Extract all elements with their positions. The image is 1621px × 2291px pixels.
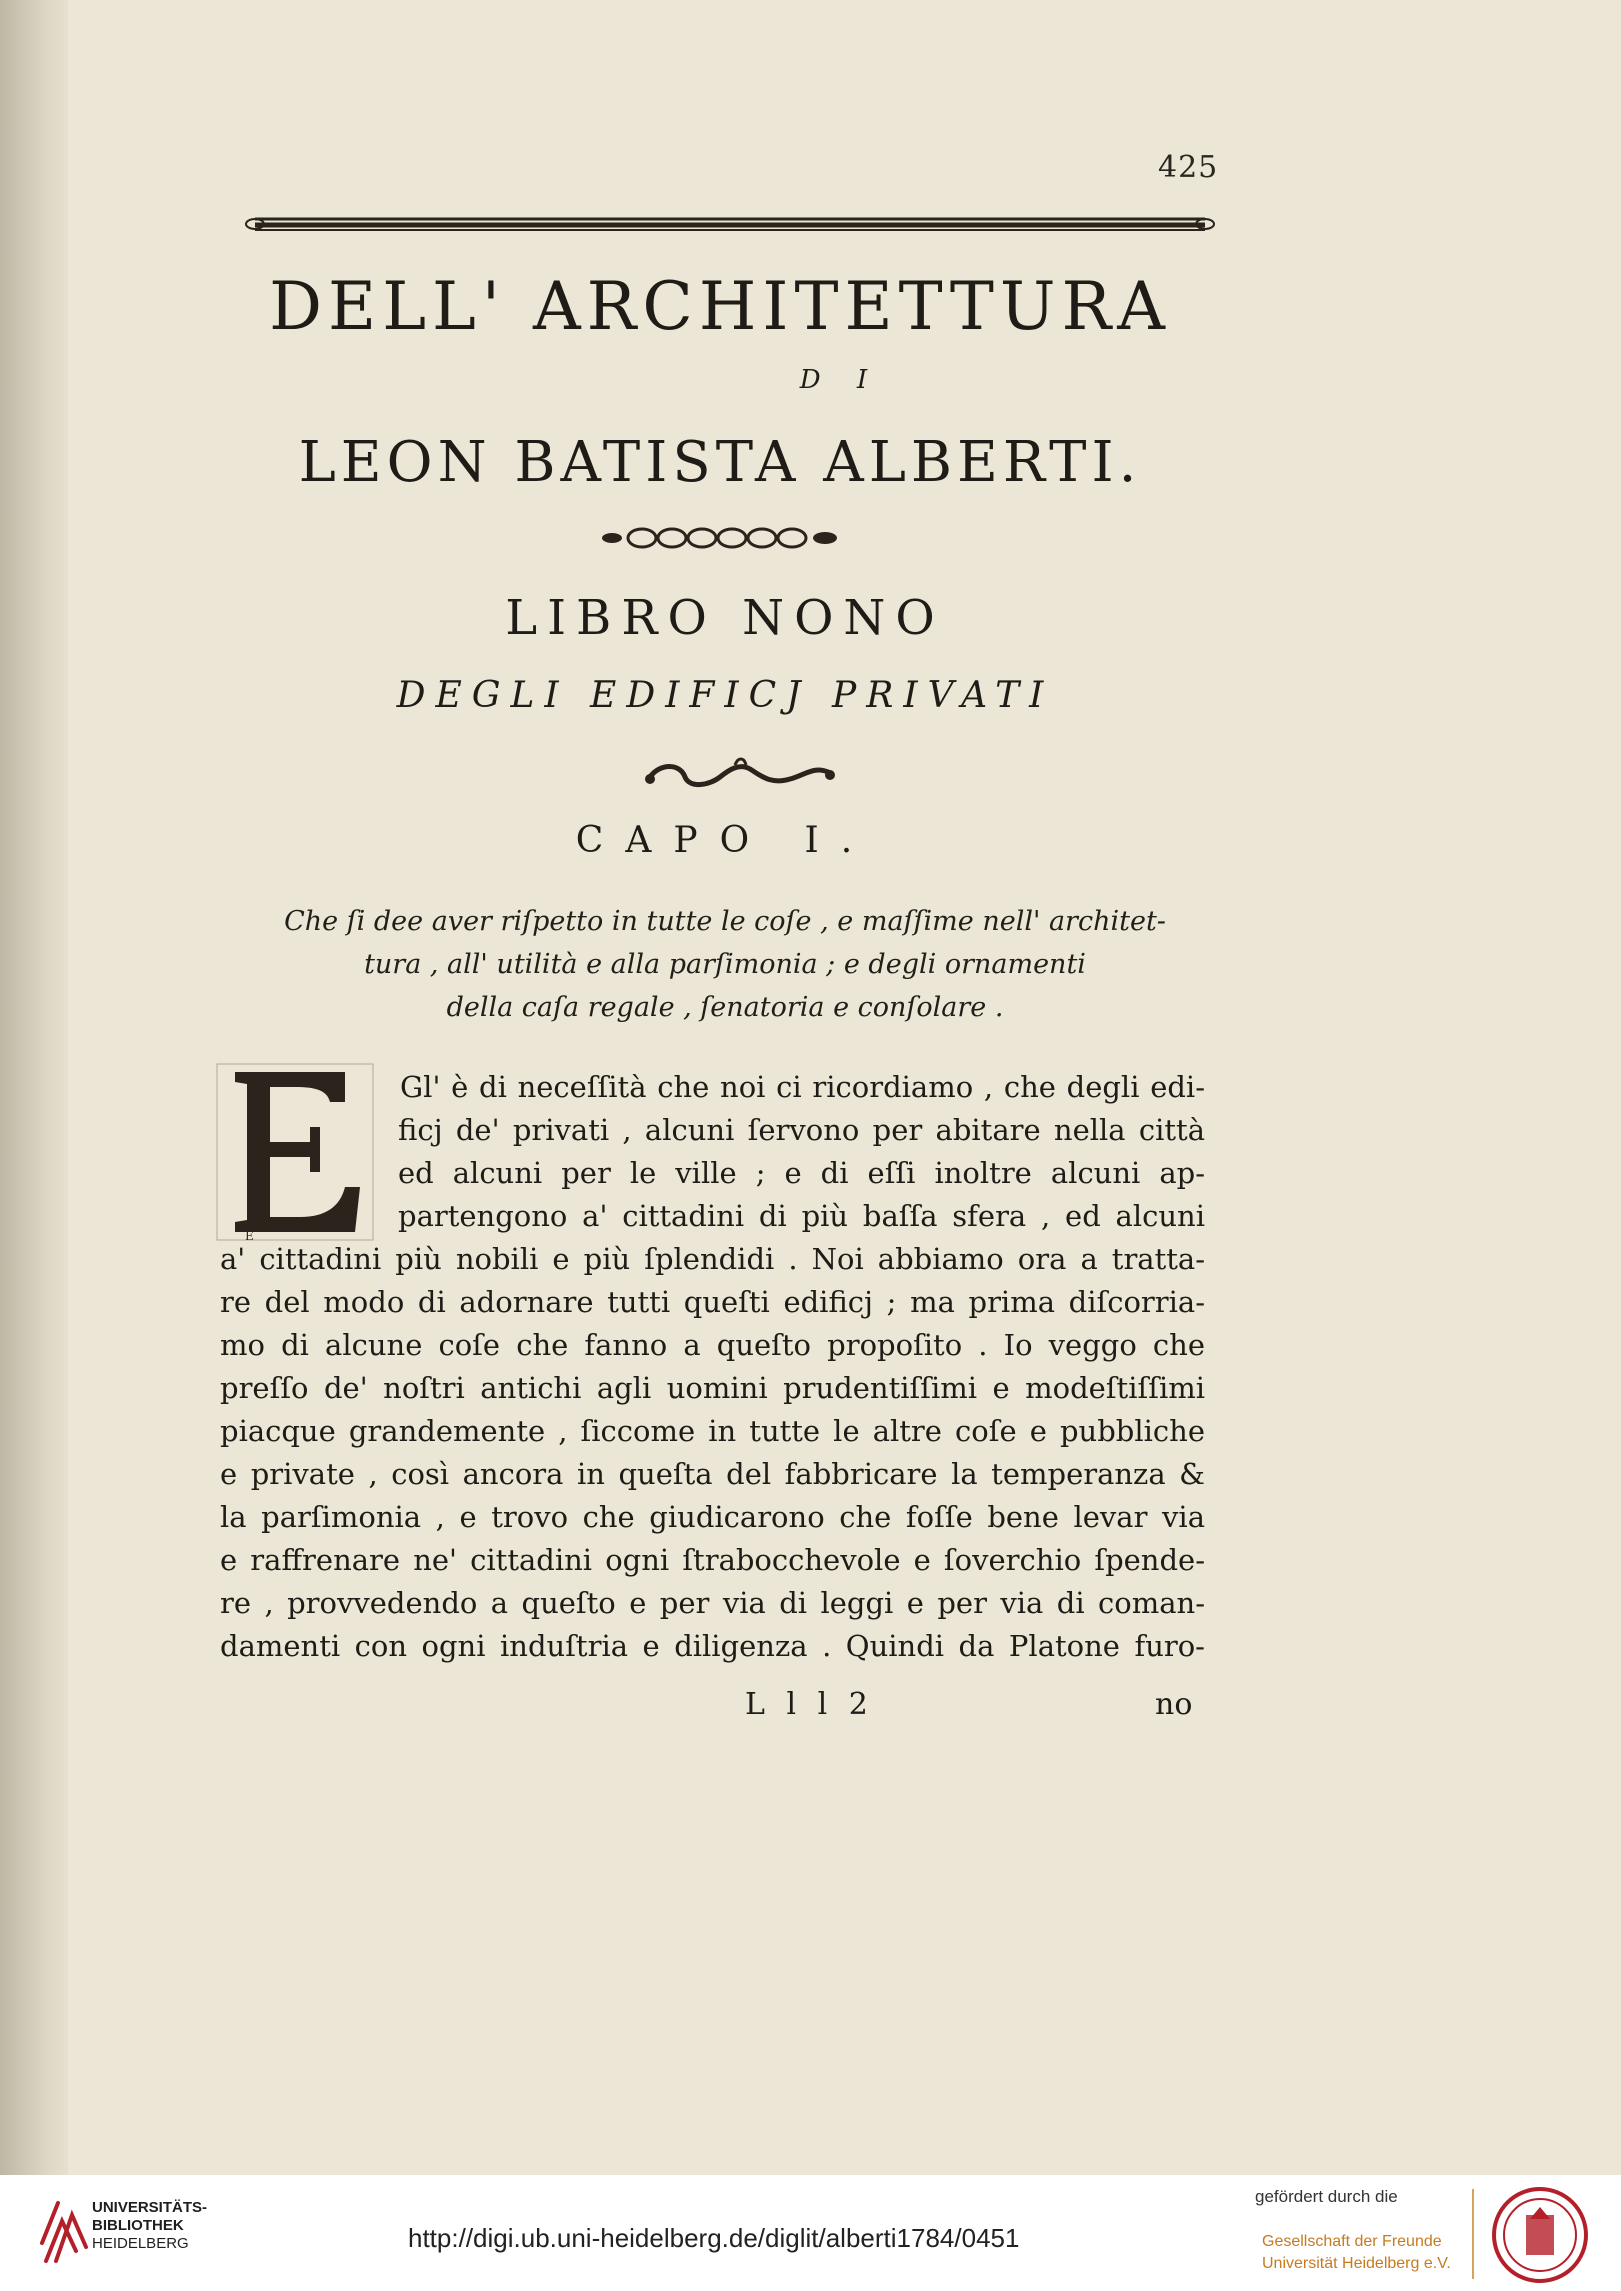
top-ornamental-rule (245, 213, 1215, 235)
body-line: preſſo de' noſtri antichi agli uomini prudentiſſimi e modeſtiſſimi (220, 1371, 1205, 1405)
body-line: damenti con ogni induſtria e diligenza . Quindi da Platone furo- (220, 1629, 1205, 1663)
book-heading: LIBRO NONO (505, 590, 945, 646)
body-line: re , provvedendo a queſto e per via di leggi e per via di coman- (220, 1586, 1205, 1620)
body-line: la parſimonia , e trovo che giudicarono che foſſe bene levar via (220, 1500, 1205, 1534)
page-number: 425 (1158, 150, 1219, 185)
chapter-summary (230, 900, 1220, 1029)
sponsor-line: Universität Heidelberg e.V. (1262, 2255, 1451, 2272)
ornament-chain-icon (600, 525, 840, 551)
summary-line: Che ſi dee aver riſpetto in tutte le coſe , e maſſime nell' architet- (284, 906, 1166, 937)
ornament-swash-icon (640, 755, 840, 795)
body-line: partengono a' cittadini di più baſſa sfera , ed alcuni (398, 1199, 1205, 1233)
summary-line: tura , all' utilità e alla parſimonia ; e degli ornamenti (364, 949, 1086, 980)
body-text (220, 1066, 1205, 1668)
body-line: Gl' è di neceſſità che noi ci ricordiamo , che degli edi- (400, 1070, 1205, 1104)
sponsor-line: Gesellschaft der Freunde (1262, 2233, 1442, 2250)
book-subtitle: DEGLI EDIFICJ PRIVATI (396, 675, 1054, 716)
sponsor-label: gefördert durch die (1255, 2187, 1398, 2206)
body-line: re del modo di adornare tutti queſti edificj ; ma prima diſcorria- (220, 1285, 1205, 1319)
university-library-name[interactable] (92, 2199, 207, 2253)
footer-divider (1472, 2189, 1474, 2279)
drop-cap-letter: E (245, 1229, 254, 1242)
summary-line: della caſa regale , ſenatoria e conſolare . (446, 992, 1004, 1023)
body-line: e raffrenare ne' cittadini ogni ſtrabocchevole e ſoverchio ſpende- (220, 1543, 1205, 1577)
university-seal-icon[interactable] (1490, 2185, 1590, 2285)
catchword: no (1155, 1687, 1193, 1722)
title-di: D I (799, 365, 882, 395)
library-line: UNIVERSITÄTS- (92, 2199, 208, 2216)
body-line: mo di alcune coſe che fanno a queſto propoſito . Io veggo che (220, 1328, 1205, 1362)
body-line: a' cittadini più nobili e più ſplendidi . Noi abbiamo ora a tratta- (220, 1242, 1205, 1276)
library-line: BIBLIOTHEK (92, 2217, 184, 2234)
chapter-heading: CAPO I. (575, 820, 875, 861)
library-line: HEIDELBERG (92, 2235, 189, 2252)
body-line: e private , così ancora in queſta del fabbricare la temperanza & (220, 1457, 1205, 1491)
permalink-url[interactable]: http://digi.ub.uni-heidelberg.de/diglit/alberti1784/0451 (408, 2223, 1020, 2253)
page-gutter-shadow (0, 0, 68, 2175)
author-title: LEON BATISTA ALBERTI. (298, 430, 1142, 495)
sponsor-name[interactable] (1262, 2231, 1451, 2275)
main-title: DELL' ARCHITETTURA (269, 268, 1171, 345)
body-line: ed alcuni per le ville ; e di eſſi inoltre alcuni ap- (398, 1156, 1205, 1190)
footer-bar (0, 2175, 1621, 2291)
signature-mark: L l l 2 (745, 1687, 874, 1722)
body-line: ficj de' privati , alcuni ſervono per abitare nella città (398, 1113, 1205, 1147)
body-line: piacque grandemente , ſiccome in tutte le altre coſe e pubbliche (220, 1414, 1205, 1448)
